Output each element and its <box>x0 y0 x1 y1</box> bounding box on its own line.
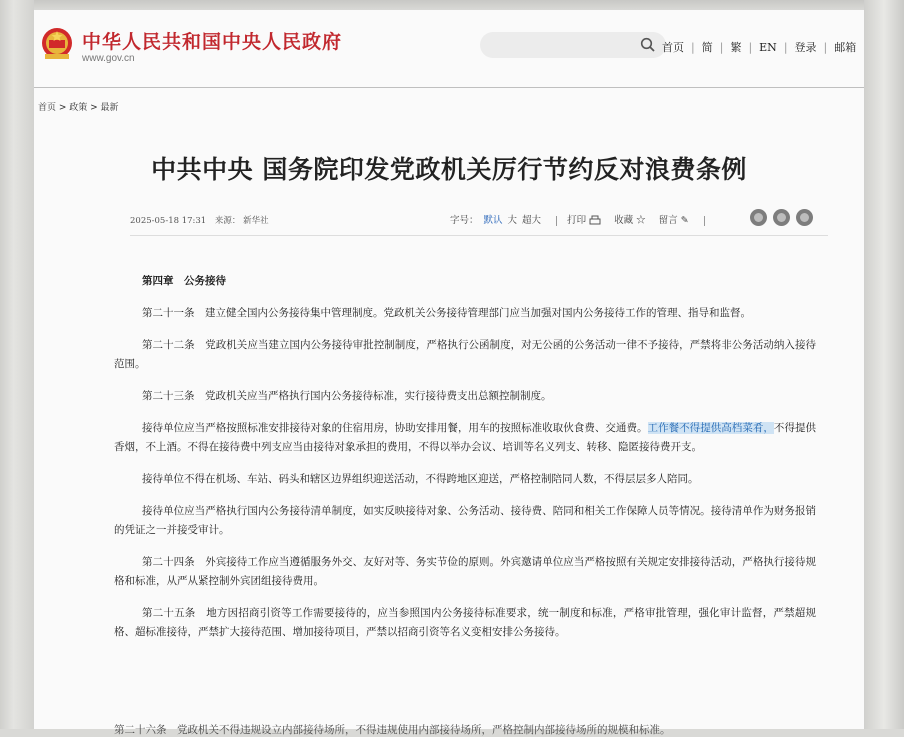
favorite-button[interactable] <box>614 212 646 226</box>
site-header <box>34 10 864 88</box>
nav-separator: | <box>748 41 753 54</box>
highlighted-text[interactable]: 工作餐不得提供高档菜肴， <box>647 422 774 434</box>
font-xlarge-button[interactable]: 超大 <box>522 215 542 226</box>
article-paragraph: 第二十三条 党政机关应当严格执行国内公务接待标准，实行接待费支出总额控制制度。 <box>142 390 552 402</box>
star-icon: ☆ <box>636 215 646 226</box>
top-navigation <box>662 39 856 55</box>
print-icon <box>589 215 601 226</box>
nav-simplified-link[interactable]: 简 <box>701 41 713 54</box>
national-emblem-icon[interactable] <box>40 26 74 62</box>
article-source: 来源： 新华社 <box>214 216 269 226</box>
font-size-label: 字号： <box>450 215 479 226</box>
article-paragraph: 接待单位应当严格执行国内公务接待清单制度，如实反映接待对象、公务活动、接待费、陪同和相关工作保障人员等情况。接待清单作为财务报销的凭证之一并接受审计。 <box>114 505 816 536</box>
nav-separator: | <box>719 41 724 54</box>
nav-home-link[interactable]: 首页 <box>662 41 684 54</box>
paragraph-text: 接待单位应当严格按照标准安排接待对象的住宿用房，协助安排用餐，用车的按照标准收取伙食费、交通费。 <box>142 422 648 434</box>
print-button[interactable] <box>567 212 601 226</box>
pencil-icon: ✎ <box>680 215 689 226</box>
site-title[interactable]: 中华人民共和国中央人民政府 <box>82 31 343 53</box>
tool-separator <box>556 216 557 226</box>
article-paragraph: 接待单位不得在机场、车站、码头和辖区边界组织迎送活动，不得跨地区迎送，严格控制陪同人数，不得层层多人陪同。 <box>142 473 699 485</box>
tool-separator <box>704 216 705 226</box>
article-paragraph: 第二十二条 党政机关应当建立国内公务接待审批控制制度，严格执行公函制度，对无公函的公务活动一律不予接待，严禁将非公务活动纳入接待范围。 <box>114 339 816 370</box>
publish-datetime: 2025-05-18 17:31 <box>130 216 207 226</box>
article-meta-info <box>130 214 275 226</box>
nav-separator: | <box>823 41 828 54</box>
article-title: 中共中央 国务院印发党政机关厉行节约反对浪费条例 <box>151 155 747 184</box>
comment-label: 留言 <box>658 215 678 226</box>
article-paragraph: 第二十一条 建立健全国内公务接待集中管理制度。党政机关公务接待管理部门应当加强对国内公务接待工作的管理、指导和监督。 <box>142 307 751 319</box>
nav-mail-link[interactable]: 邮箱 <box>834 41 857 54</box>
site-url[interactable]: www.gov.cn <box>82 53 135 64</box>
font-large-button[interactable]: 大 <box>507 215 518 226</box>
photo-frame-right <box>864 0 904 729</box>
font-default-button[interactable]: 默认 <box>483 215 503 226</box>
search-icon[interactable] <box>640 37 656 53</box>
article-paragraph <box>114 419 816 457</box>
nav-traditional-link[interactable]: 繁 <box>730 41 742 54</box>
nav-separator: | <box>691 41 695 54</box>
article-meta-bar <box>130 206 828 236</box>
article-tools <box>450 212 715 226</box>
share-icon[interactable] <box>796 209 813 226</box>
article-body <box>114 272 816 655</box>
article-paragraph: 第二十五条 地方因招商引资等工作需要接待的，应当参照国内公务接待标准要求，统一制度和标准，严格审批管理，强化审计监督，严禁超规格、超标准接待，严禁扩大接待范围、增加接待项目，严禁以招商引资等名义变相安排公务接待。 <box>114 607 816 638</box>
print-label: 打印 <box>567 215 587 226</box>
search-input[interactable] <box>480 32 666 58</box>
nav-separator: | <box>783 41 788 54</box>
photo-frame-left <box>0 0 34 729</box>
breadcrumb[interactable]: 首页 > 政策 > 最新 <box>38 103 119 113</box>
comment-button[interactable] <box>659 212 689 226</box>
article-paragraph: 第二十四条 外宾接待工作应当遵循服务外交、友好对等、务实节俭的原则。外宾邀请单位应当严格按照有关规定安排接待活动，严格执行接待规格和标准，从严从紧控制外宾团组接待费用。 <box>114 556 816 587</box>
wechat-icon[interactable] <box>773 209 790 226</box>
web-page <box>34 10 864 736</box>
favorite-label: 收藏 <box>614 215 634 226</box>
nav-login-link[interactable]: 登录 <box>794 41 817 54</box>
nav-english-link[interactable]: EN <box>759 41 777 54</box>
weibo-icon[interactable] <box>750 209 767 226</box>
paragraph-text: 不得提供香烟，不上酒。不得在接待费中列支应当由接待对象承担的费用，不得以举办会议、培训等名义列支、转移、隐匿接待费开支。 <box>114 422 817 453</box>
share-buttons <box>750 207 819 226</box>
chapter-heading: 第四章 公务接待 <box>142 275 226 287</box>
article-paragraph-partial: 第二十六条 党政机关不得违规设立内部接待场所，不得违规使用内部接待场所，严格控制内部接待场所的规模和标准。 <box>114 724 671 736</box>
